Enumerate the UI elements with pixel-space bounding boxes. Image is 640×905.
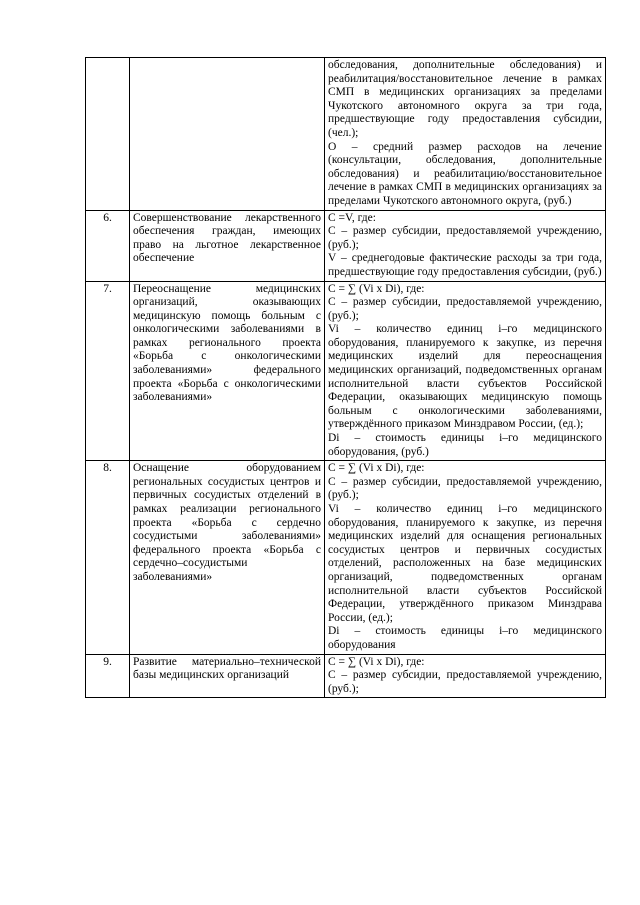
- formula-line: C – размер субсидии, предоставляемой учреждению, (руб.);: [328, 296, 602, 322]
- table-row: [86, 461, 606, 654]
- measure-name: [130, 58, 325, 211]
- formula-cell: [325, 210, 606, 281]
- formula-cell: [325, 461, 606, 654]
- measure-name: Совершенствование лекарственного обеспечения граждан, имеющих право на льготное лекарственное обеспечение: [130, 210, 325, 281]
- row-number: [86, 58, 130, 211]
- row-number: 8.: [86, 461, 130, 654]
- formula-line: Di – стоимость единицы i–го медицинского оборудования: [328, 625, 602, 651]
- row-number: 7.: [86, 281, 130, 461]
- formula-line: Vi – количество единиц i–го медицинского оборудования, планируемого к закупке, из перечня медицинских изделий для переоснащения медицинских организаций, подведомственных органам исполнительной власти субъектов Российской Федерации, оказывающих медицинскую помощь больным с онкологическими заболеваниями, утверждённого приказом Минздравом России, (ед.);: [328, 323, 602, 431]
- formula-line: C – размер субсидии, предоставляемой учреждению, (руб.);: [328, 475, 602, 502]
- formula-cell: [325, 58, 606, 211]
- formula-line: Vi – количество единиц i–го медицинского оборудования, планируемого к закупке, из перечня медицинских изделий для оснащения региональных сосудистых центров и первичных сосудистых отделений, расположенных на базе медицинских организаций, подведомственных органам исполнительной власти субъектов Российской Федерации, утверждённого приказом Минздрава России, (ед.);: [328, 503, 602, 624]
- measure-name: Переоснащение медицинских организаций, оказывающих медицинскую помощь больным с онкологическими заболеваниями в рамках регионального проекта «Борьба с онкологическими заболеваниями» федерального проекта «Борьба с онкологическими заболеваниями»: [130, 281, 325, 461]
- row-number: 9.: [86, 654, 130, 698]
- row-number: 6.: [86, 210, 130, 281]
- table-row: [86, 58, 606, 211]
- table-row: [86, 281, 606, 461]
- document-page: [85, 57, 605, 698]
- formula-line: C = ∑ (Vi x Di), где:: [328, 655, 425, 668]
- formula-line: C =V, где:: [328, 211, 376, 224]
- measure-name: Развитие материально–технической базы медицинских организаций: [130, 654, 325, 698]
- formula-line: Di – стоимость единицы i–го медицинского оборудования, (руб.): [328, 432, 602, 458]
- formula-line: C = ∑ (Vi x Di), где:: [328, 282, 425, 295]
- formula-line: О – средний размер расходов на лечение (консультации, обследования, дополнительные обследования) и реабилитацию/восстановительное лечение в рамках СМП в медицинских организациях за пределами Чукотского автономного округа, (руб.): [328, 140, 602, 207]
- formula-cell: [325, 654, 606, 698]
- formula-line: обследования, дополнительные обследования) и реабилитация/восстановительное лечение в рамках СМП в медицинских организациях за пределами Чукотского автономного округа за три года, предшествующие году предоставления субсидии, (чел.);: [328, 59, 602, 139]
- measure-name: Оснащение оборудованием региональных сосудистых центров и первичных сосудистых отделений в рамках реализации регионального проекта «Борьба с сердечно сосудистыми заболеваниями» федерального проекта «Борьба с сердечно–сосудистыми заболеваниями»: [130, 461, 325, 654]
- formula-line: C – размер субсидии, предоставляемой учреждению, (руб.);: [328, 669, 602, 695]
- formula-cell: [325, 281, 606, 461]
- table-row: [86, 654, 606, 698]
- formula-line: C = ∑ (Vi x Di), где:: [328, 462, 425, 475]
- formula-line: C – размер субсидии, предоставляемой учреждению, (руб.);: [328, 225, 602, 251]
- subsidy-table: [85, 57, 606, 698]
- formula-line: V – среднегодовые фактические расходы за три года, предшествующие году предоставления субсидии, (руб.): [328, 252, 602, 278]
- table-row: [86, 210, 606, 281]
